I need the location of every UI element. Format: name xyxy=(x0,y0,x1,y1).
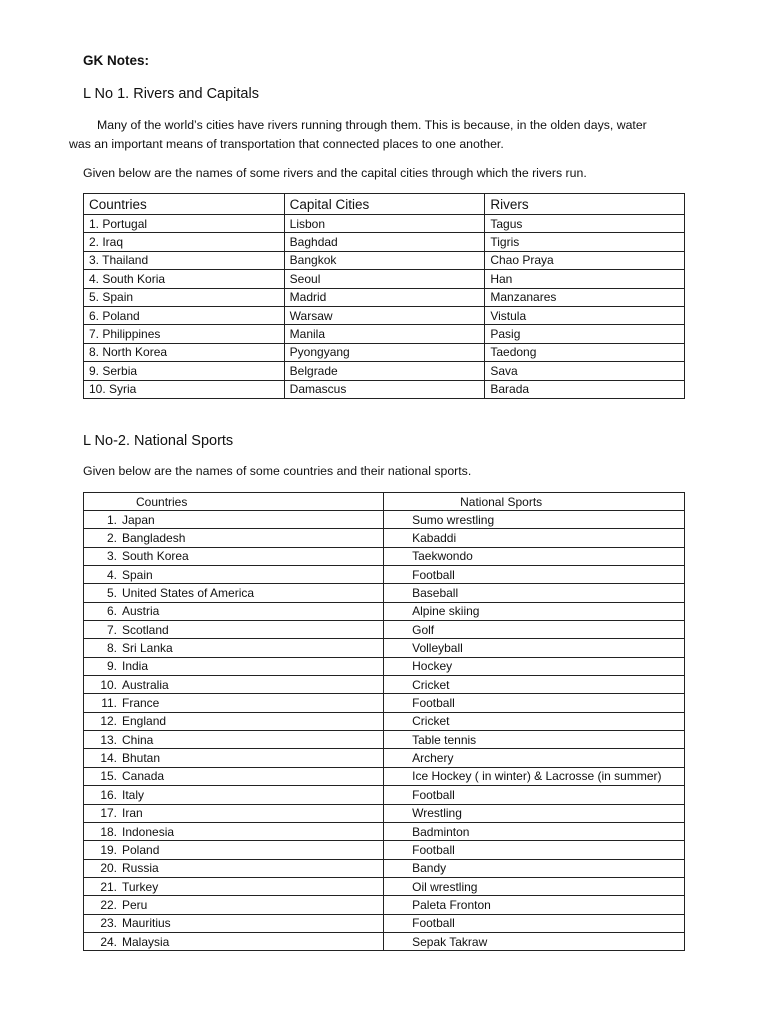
country-name: Japan xyxy=(122,512,155,527)
table-row xyxy=(84,621,685,639)
country-cell xyxy=(84,676,384,694)
table-row xyxy=(84,639,685,657)
national-sports-table xyxy=(83,492,685,951)
country-name: China xyxy=(122,732,154,747)
country-cell xyxy=(84,639,384,657)
lesson2-subtitle: Given below are the names of some countries and their national sports. xyxy=(83,464,472,478)
sport-cell: Bandy xyxy=(384,859,685,877)
table-header-row xyxy=(84,493,685,511)
row-number: 23. xyxy=(100,916,117,931)
country-name: Sri Lanka xyxy=(122,641,173,656)
sport-cell: Sepak Takraw xyxy=(384,932,685,950)
sport-cell: Golf xyxy=(384,621,685,639)
table-row xyxy=(84,288,685,306)
sport-cell: Oil wrestling xyxy=(384,877,685,895)
capital-cell: Belgrade xyxy=(284,362,485,380)
lesson2-title: L No-2. National Sports xyxy=(83,433,234,449)
river-cell: Taedong xyxy=(485,343,685,361)
table-row xyxy=(84,731,685,749)
country-cell xyxy=(84,602,384,620)
country-cell: 8. North Korea xyxy=(84,343,285,361)
lesson1-subtitle: Given below are the names of some rivers and the capital cities through which the rivers run. xyxy=(83,166,587,180)
river-cell: Chao Praya xyxy=(485,251,685,269)
column-header-countries: Countries xyxy=(84,194,285,215)
table-row xyxy=(84,380,685,398)
country-name: Mauritius xyxy=(122,916,171,931)
country-name: Russia xyxy=(122,861,159,876)
country-cell xyxy=(84,786,384,804)
capital-cell: Pyongyang xyxy=(284,343,485,361)
lesson1-intro xyxy=(69,116,693,154)
country-cell xyxy=(84,511,384,529)
row-number: 11. xyxy=(101,696,117,711)
lesson1-intro-line2: was an important means of transportation that connected places to one another. xyxy=(69,137,504,151)
row-number: 6. xyxy=(106,604,117,619)
row-number: 22. xyxy=(100,897,117,912)
sport-cell: Paleta Fronton xyxy=(384,896,685,914)
column-header-national-sports: National Sports xyxy=(384,493,685,511)
country-name: France xyxy=(122,696,160,711)
table-row xyxy=(84,270,685,288)
column-header-capital-cities: Capital Cities xyxy=(284,194,485,215)
sport-cell: Hockey xyxy=(384,657,685,675)
row-number: 4. xyxy=(106,567,117,582)
river-cell: Pasig xyxy=(485,325,685,343)
column-header-rivers: Rivers xyxy=(485,194,685,215)
row-number: 12. xyxy=(100,714,117,729)
table-row xyxy=(84,932,685,950)
country-cell xyxy=(84,877,384,895)
country-cell: 4. South Koria xyxy=(84,270,285,288)
country-cell xyxy=(84,657,384,675)
table-row xyxy=(84,529,685,547)
row-number: 1. xyxy=(106,512,117,527)
sport-cell: Alpine skiing xyxy=(384,602,685,620)
table-row xyxy=(84,343,685,361)
sport-cell: Sumo wrestling xyxy=(384,511,685,529)
table-row xyxy=(84,584,685,602)
column-header-countries: Countries xyxy=(84,493,384,511)
row-number: 21. xyxy=(100,879,117,894)
country-cell xyxy=(84,547,384,565)
country-cell xyxy=(84,529,384,547)
country-cell xyxy=(84,914,384,932)
row-number: 15. xyxy=(100,769,117,784)
capital-cell: Lisbon xyxy=(284,215,485,233)
sport-cell: Football xyxy=(384,786,685,804)
sport-cell: Cricket xyxy=(384,676,685,694)
row-number: 13. xyxy=(100,732,117,747)
row-number: 2. xyxy=(106,531,117,546)
table-row xyxy=(84,602,685,620)
table-row xyxy=(84,657,685,675)
country-name: South Korea xyxy=(122,549,189,564)
country-cell xyxy=(84,694,384,712)
country-cell: 10. Syria xyxy=(84,380,285,398)
row-number: 24. xyxy=(100,934,117,949)
page-heading: GK Notes: xyxy=(83,53,150,68)
capital-cell: Baghdad xyxy=(284,233,485,251)
river-cell: Han xyxy=(485,270,685,288)
river-cell: Vistula xyxy=(485,306,685,324)
country-cell xyxy=(84,584,384,602)
table-row xyxy=(84,233,685,251)
country-name: Canada xyxy=(122,769,165,784)
river-cell: Manzanares xyxy=(485,288,685,306)
row-number: 9. xyxy=(106,659,117,674)
capital-cell: Madrid xyxy=(284,288,485,306)
country-cell xyxy=(84,712,384,730)
row-number: 16. xyxy=(100,787,117,802)
river-cell: Barada xyxy=(485,380,685,398)
country-cell: 3. Thailand xyxy=(84,251,285,269)
capital-cell: Warsaw xyxy=(284,306,485,324)
sport-cell: Football xyxy=(384,566,685,584)
country-name: Malaysia xyxy=(122,934,170,949)
table-row xyxy=(84,712,685,730)
table-row xyxy=(84,859,685,877)
country-name: Indonesia xyxy=(122,824,175,839)
table-row xyxy=(84,822,685,840)
country-cell xyxy=(84,566,384,584)
table-row xyxy=(84,767,685,785)
row-number: 17. xyxy=(100,806,117,821)
sport-cell: Archery xyxy=(384,749,685,767)
country-cell: 1. Portugal xyxy=(84,215,285,233)
table-row xyxy=(84,877,685,895)
river-cell: Tagus xyxy=(485,215,685,233)
table-row xyxy=(84,694,685,712)
sport-cell: Cricket xyxy=(384,712,685,730)
sport-cell: Wrestling xyxy=(384,804,685,822)
row-number: 20. xyxy=(100,861,117,876)
sport-cell: Football xyxy=(384,694,685,712)
country-cell: 9. Serbia xyxy=(84,362,285,380)
capital-cell: Manila xyxy=(284,325,485,343)
table-row xyxy=(84,215,685,233)
country-cell xyxy=(84,932,384,950)
table-row xyxy=(84,914,685,932)
country-name: England xyxy=(122,714,167,729)
row-number: 10. xyxy=(100,677,117,692)
sport-cell: Badminton xyxy=(384,822,685,840)
table-row xyxy=(84,749,685,767)
country-cell xyxy=(84,841,384,859)
country-name: Bangladesh xyxy=(122,531,186,546)
country-cell: 6. Poland xyxy=(84,306,285,324)
country-cell: 2. Iraq xyxy=(84,233,285,251)
country-name: Poland xyxy=(122,842,160,857)
country-cell: 7. Philippines xyxy=(84,325,285,343)
sport-cell: Baseball xyxy=(384,584,685,602)
country-cell: 5. Spain xyxy=(84,288,285,306)
country-cell xyxy=(84,621,384,639)
row-number: 8. xyxy=(106,641,117,656)
capital-cell: Bangkok xyxy=(284,251,485,269)
country-name: Austria xyxy=(122,604,160,619)
capital-cell: Damascus xyxy=(284,380,485,398)
sport-cell: Football xyxy=(384,914,685,932)
country-name: Peru xyxy=(122,897,148,912)
rivers-capitals-table xyxy=(83,193,685,399)
country-name: Bhutan xyxy=(122,751,161,766)
lesson1-intro-line1: Many of the world’s cities have rivers running through them. This is because, in the olden days, water xyxy=(97,118,647,132)
sport-cell: Table tennis xyxy=(384,731,685,749)
table-row xyxy=(84,306,685,324)
table-row xyxy=(84,566,685,584)
country-cell xyxy=(84,767,384,785)
row-number: 5. xyxy=(106,586,117,601)
country-name: Scotland xyxy=(122,622,169,637)
table-row xyxy=(84,804,685,822)
country-cell xyxy=(84,859,384,877)
table-row xyxy=(84,511,685,529)
table-row xyxy=(84,786,685,804)
sport-cell: Volleyball xyxy=(384,639,685,657)
capital-cell: Seoul xyxy=(284,270,485,288)
country-name: United States of America xyxy=(122,586,255,601)
country-name: Iran xyxy=(122,806,143,821)
table-header-row xyxy=(84,194,685,215)
table-row xyxy=(84,251,685,269)
sport-cell: Kabaddi xyxy=(384,529,685,547)
lesson1-title: L No 1. Rivers and Capitals xyxy=(83,86,259,102)
sport-cell: Football xyxy=(384,841,685,859)
row-number: 18. xyxy=(100,824,117,839)
table-row xyxy=(84,547,685,565)
country-name: India xyxy=(122,659,149,674)
country-cell xyxy=(84,731,384,749)
country-name: Turkey xyxy=(122,879,159,894)
river-cell: Sava xyxy=(485,362,685,380)
country-name: Australia xyxy=(122,677,169,692)
row-number: 19. xyxy=(100,842,117,857)
country-cell xyxy=(84,804,384,822)
table-row xyxy=(84,841,685,859)
country-name: Italy xyxy=(122,787,145,802)
country-cell xyxy=(84,896,384,914)
country-name: Spain xyxy=(122,567,153,582)
table-row xyxy=(84,325,685,343)
sport-cell: Ice Hockey ( in winter) & Lacrosse (in summer) xyxy=(384,767,685,785)
country-cell xyxy=(84,749,384,767)
row-number: 7. xyxy=(106,622,117,637)
table-row xyxy=(84,362,685,380)
country-cell xyxy=(84,822,384,840)
river-cell: Tigris xyxy=(485,233,685,251)
sport-cell: Taekwondo xyxy=(384,547,685,565)
table-row xyxy=(84,676,685,694)
row-number: 14. xyxy=(100,751,117,766)
row-number: 3. xyxy=(106,549,117,564)
table-row xyxy=(84,896,685,914)
